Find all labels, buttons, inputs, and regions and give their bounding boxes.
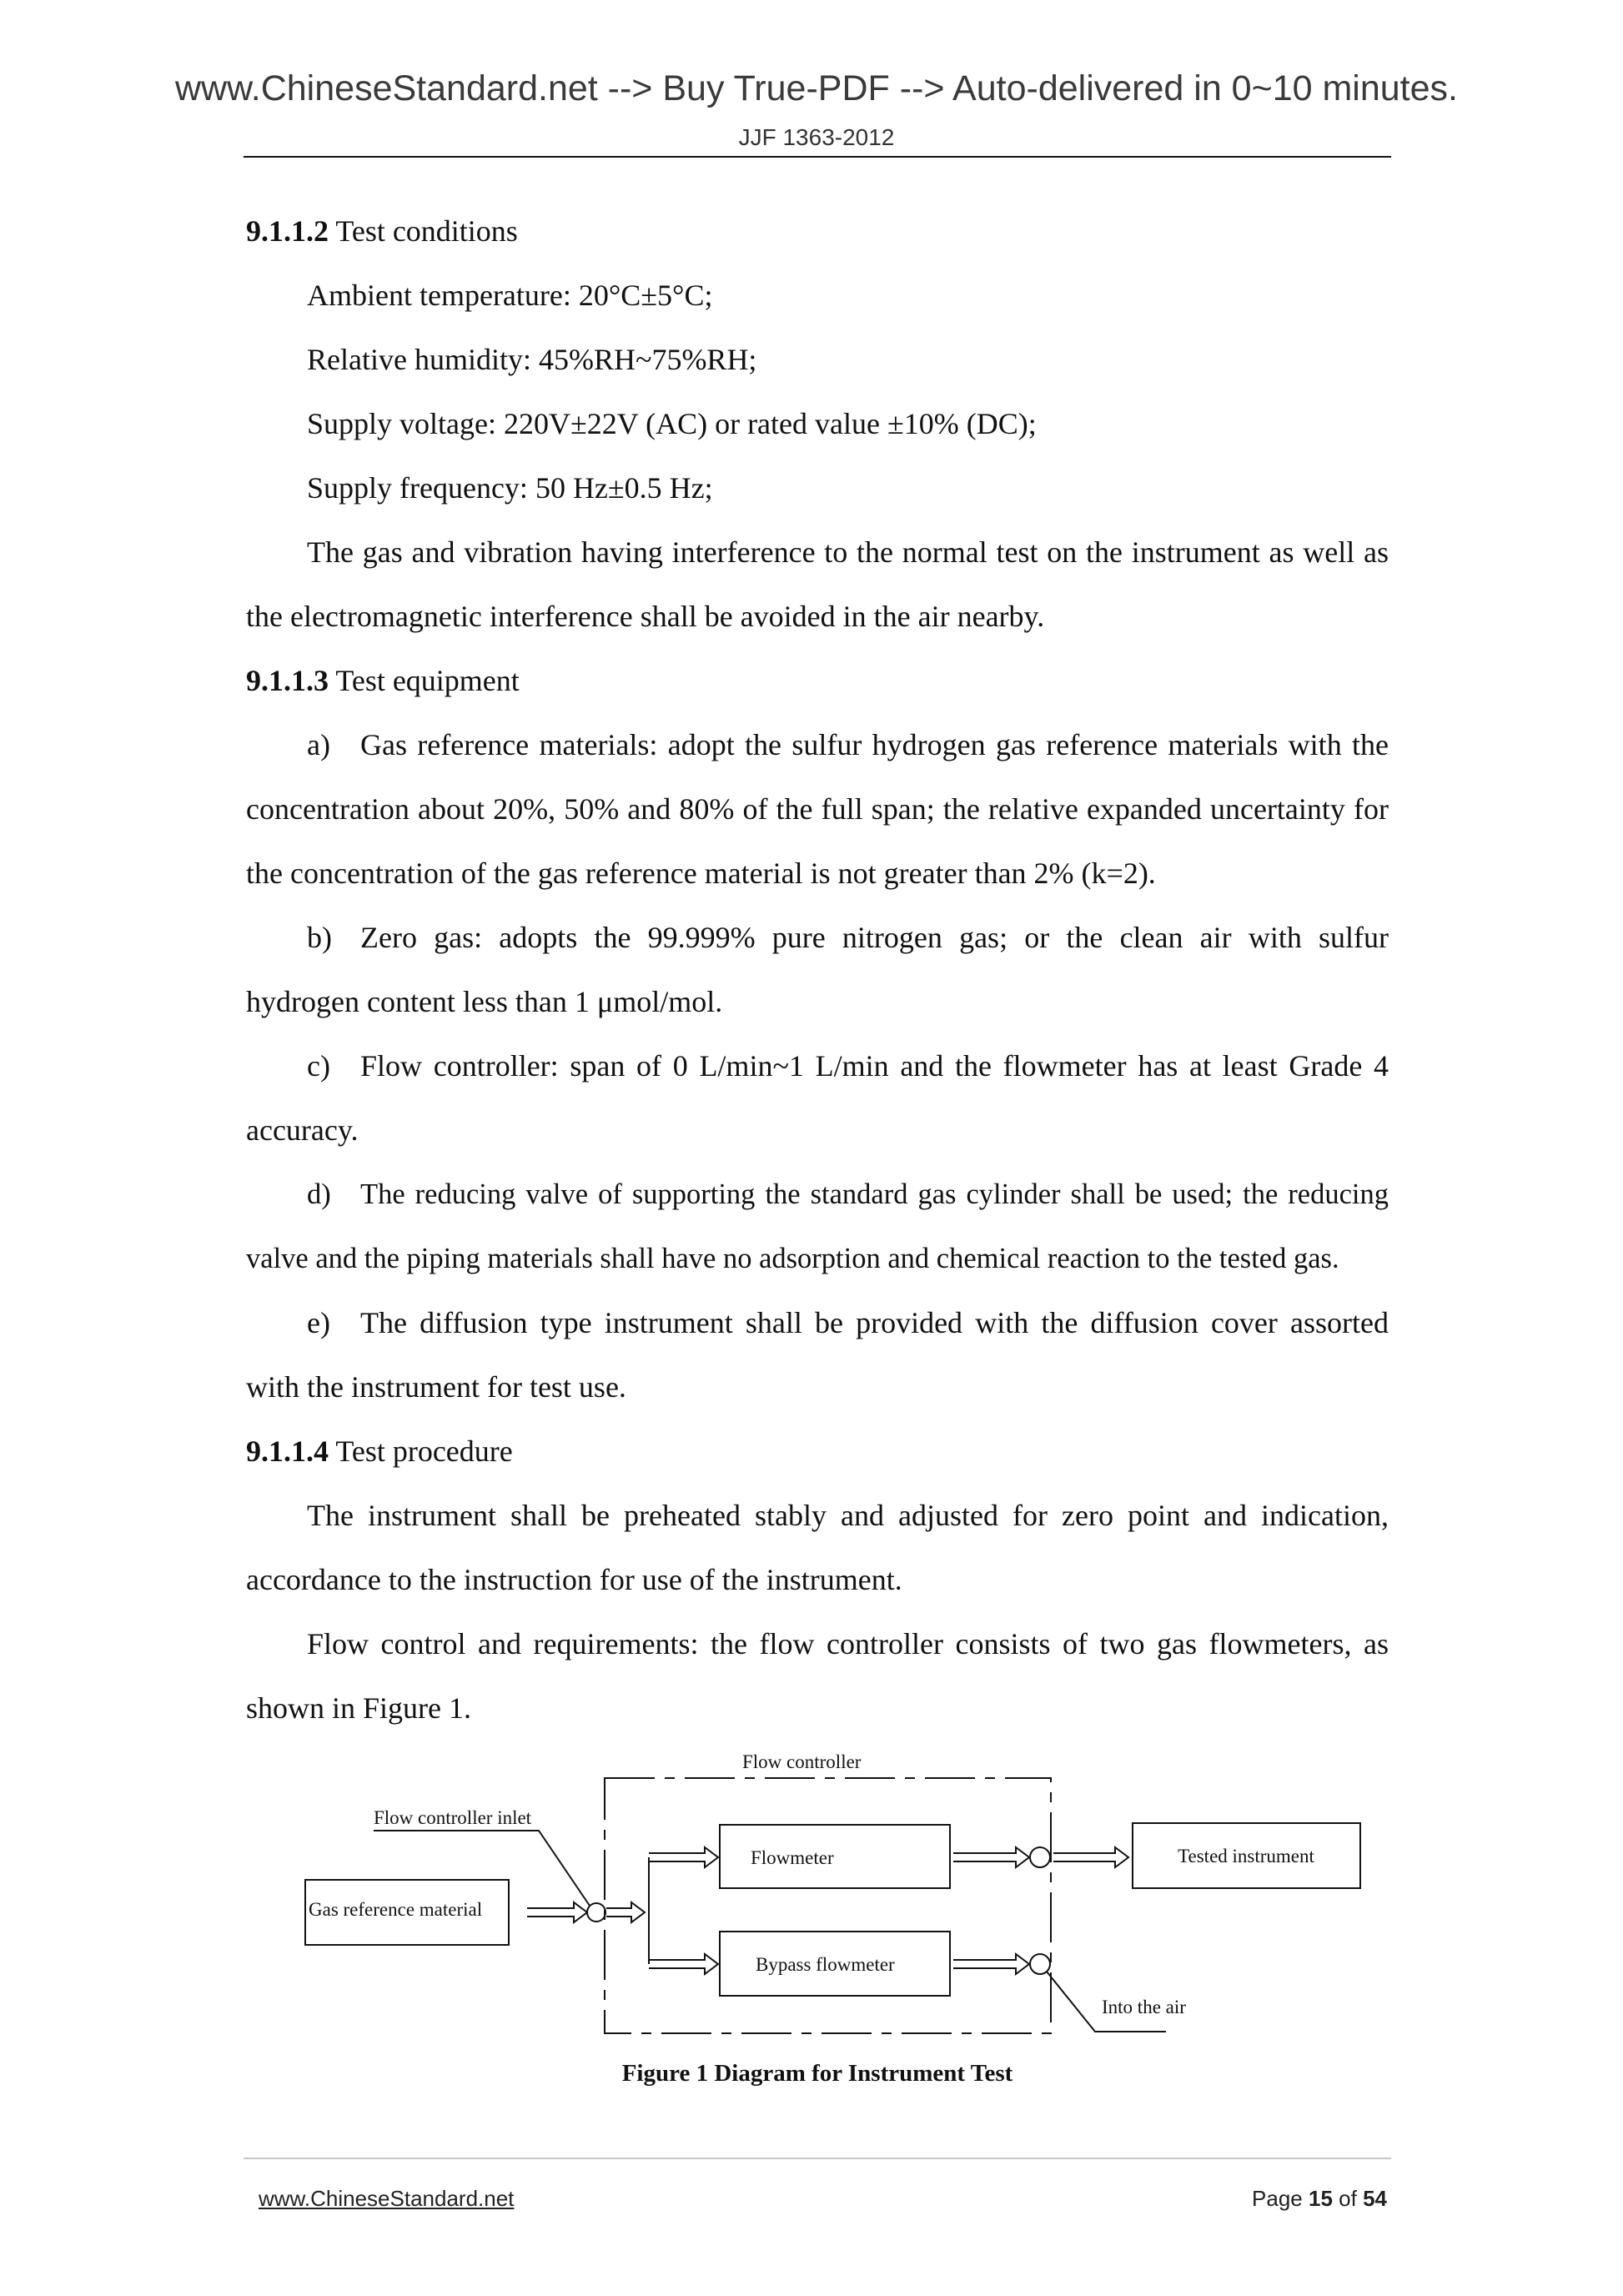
section-title: Test procedure — [335, 1434, 513, 1468]
list-marker: c) — [307, 1049, 330, 1083]
arrow-flowmeter-to-outlet — [953, 1847, 1029, 1867]
footer-site-link[interactable]: www.ChineseStandard.net — [259, 2186, 515, 2211]
list-item-e — [246, 1291, 1389, 1355]
flow-controller-inlet-label: Flow controller inlet — [374, 1807, 532, 1828]
section-heading — [246, 199, 1389, 264]
section-number: 9.1.1.4 — [246, 1434, 329, 1468]
section-title: Test conditions — [335, 214, 518, 248]
instrument-test-diagram — [0, 1735, 1623, 2052]
list-item-a — [246, 713, 1389, 777]
text-line: accuracy. — [246, 1113, 359, 1147]
list-marker: e) — [307, 1306, 330, 1339]
list-marker: b) — [307, 921, 332, 954]
header-banner: www.ChineseStandard.net --> Buy True-PDF --> Auto-delivered in 0~10 minutes. — [174, 68, 1458, 108]
header-rule — [244, 156, 1391, 158]
arrow-to-tested-instrument — [1053, 1847, 1128, 1867]
inlet-junction — [587, 1903, 605, 1922]
section-number: 9.1.1.2 — [246, 214, 329, 248]
flowmeter-label: Flowmeter — [751, 1847, 834, 1868]
text-line: Flow control and requirements: the flow controller consists of two gas flowmeters, as — [307, 1627, 1389, 1660]
arrow-to-bypass-flowmeter — [649, 1954, 718, 1974]
arrow-gas-to-inlet — [527, 1902, 587, 1922]
body-text — [246, 199, 1389, 1741]
list-item-c — [246, 1034, 1389, 1098]
document-number: JJF 1363-2012 — [738, 124, 895, 150]
section-heading — [246, 1419, 1389, 1484]
tested-instrument-label: Tested instrument — [1178, 1846, 1314, 1866]
bypass-flowmeter-label: Bypass flowmeter — [756, 1954, 895, 1975]
list-item-text: The diffusion type instrument shall be provided with the diffusion cover assorted — [360, 1306, 1389, 1339]
gas-reference-material-label: Gas reference material — [309, 1899, 483, 1920]
text-line: Supply frequency: 50 Hz±0.5 Hz; — [307, 471, 713, 505]
section-number: 9.1.1.3 — [246, 664, 329, 697]
section-title: Test equipment — [335, 664, 520, 697]
text-line: the concentration of the gas reference material is not greater than 2% (k=2). — [246, 857, 1156, 890]
text-line: concentration about 20%, 50% and 80% of the full span; the relative expanded uncertainty for — [246, 792, 1389, 826]
text-line: shown in Figure 1. — [246, 1691, 471, 1725]
list-marker: a) — [307, 728, 330, 761]
footer-rule — [244, 2158, 1391, 2159]
arrow-inlet-to-split — [606, 1902, 645, 1922]
figure-caption: Figure 1 Diagram for Instrument Test — [621, 2060, 1013, 2087]
text-line: valve and the piping materials shall have no adsorption and chemical reaction to the tested gas. — [246, 1243, 1339, 1274]
text-line: with the instrument for test use. — [246, 1370, 626, 1404]
list-item-text: Flow controller: span of 0 L/min~1 L/min and the flowmeter has at least Grade 4 — [360, 1049, 1389, 1083]
inlet-pointer-line — [374, 1831, 590, 1906]
text-line: Relative humidity: 45%RH~75%RH; — [307, 343, 757, 376]
outlet-junction — [1030, 1847, 1050, 1867]
flow-controller-label: Flow controller — [742, 1751, 862, 1772]
page-total: 54 — [1363, 2186, 1387, 2211]
text-line: Ambient temperature: 20°C±5°C; — [307, 279, 713, 312]
list-item-text: The reducing valve of supporting the standard gas cylinder shall be used; the reducing — [360, 1178, 1389, 1210]
text-line: The instrument shall be preheated stably and adjusted for zero point and indication, — [307, 1499, 1389, 1532]
text-line: accordance to the instruction for use of the instrument. — [246, 1563, 902, 1596]
list-marker: d) — [307, 1178, 331, 1210]
text-line: the electromagnetic interference shall be avoided in the air nearby. — [246, 600, 1045, 633]
arrow-bypass-to-vent — [953, 1954, 1029, 1974]
page-number — [1134, 2183, 1387, 2213]
list-item-b — [246, 906, 1389, 970]
page-of: of — [1339, 2186, 1357, 2211]
list-item-text: Gas reference materials: adopt the sulfur hydrogen gas reference materials with the — [360, 728, 1389, 761]
page-label: Page — [1252, 2186, 1303, 2211]
list-item-d — [246, 1163, 1389, 1227]
text-line: The gas and vibration having interference to the normal test on the instrument as well as — [307, 535, 1389, 569]
section-heading — [246, 649, 1389, 713]
arrow-to-flowmeter — [649, 1847, 718, 1867]
text-line: hydrogen content less than 1 μmol/mol. — [246, 985, 723, 1018]
vent-junction — [1030, 1954, 1050, 1974]
page-current: 15 — [1309, 2186, 1333, 2211]
list-item-text: Zero gas: adopts the 99.999% pure nitrogen gas; or the clean air with sulfur — [360, 921, 1389, 954]
text-line: Supply voltage: 220V±22V (AC) or rated value ±10% (DC); — [307, 407, 1037, 440]
into-the-air-label: Into the air — [1102, 1997, 1186, 2017]
